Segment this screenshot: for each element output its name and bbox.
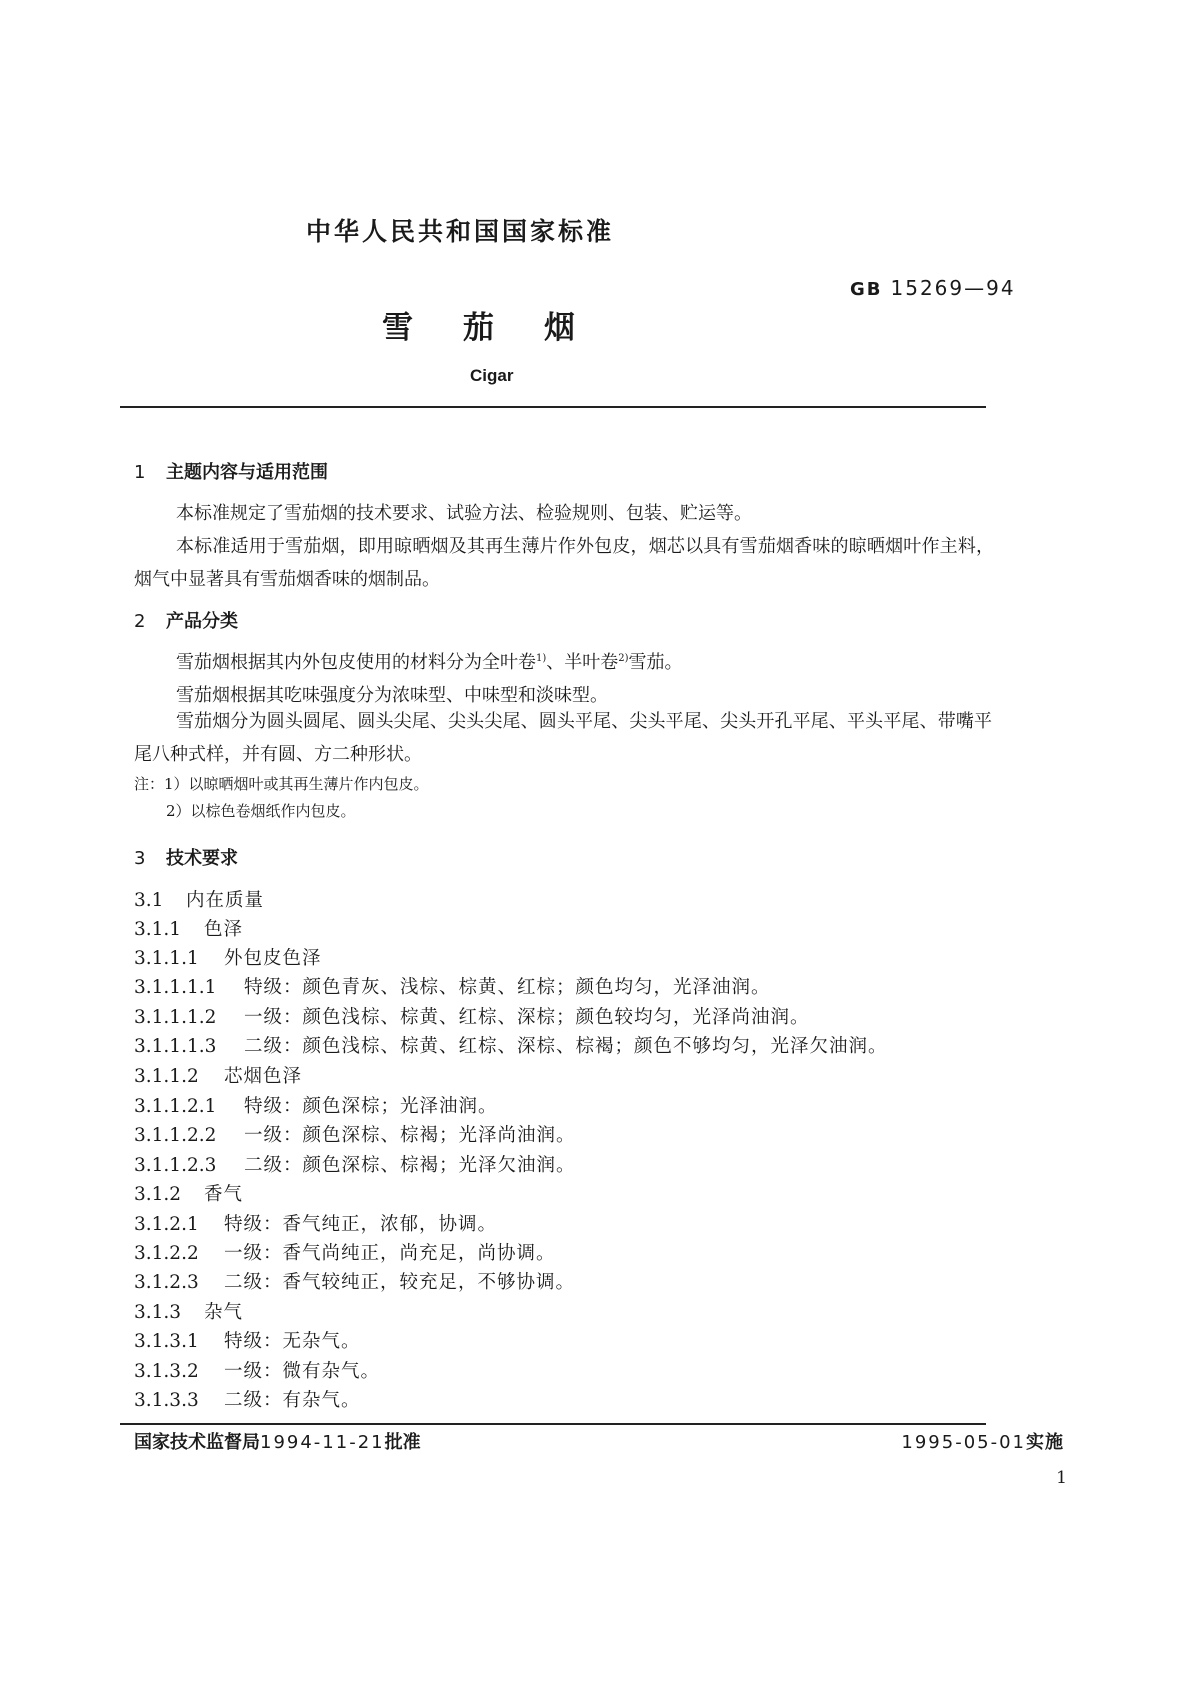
clause-text: 外包皮色泽 (224, 948, 322, 969)
footnote-ref-2: 2) (618, 653, 629, 664)
clause-text: 内在质量 (186, 890, 265, 911)
clause-text: 特级：颜色青灰、浅棕、棕黄、红棕；颜色均匀，光泽油润。 (244, 977, 771, 998)
clause-number: 3.1.3.1 (134, 1331, 199, 1352)
clause-number: 3.1.2.3 (134, 1272, 199, 1293)
footnote-2: 2）以棕色卷烟纸作内包皮。 (166, 802, 356, 820)
section-1-heading (134, 458, 328, 484)
clause-number: 3.1.2.2 (134, 1243, 199, 1264)
section-3-heading (134, 844, 238, 870)
section-2-heading (134, 607, 238, 633)
clause-row (134, 915, 243, 941)
clause-text: 杂气 (204, 1302, 244, 1323)
clause-text: 一级：香气尚纯正，尚充足，尚协调。 (224, 1243, 556, 1264)
clause-row (134, 1239, 556, 1265)
effective-date: 1995-05-01 (901, 1432, 1026, 1453)
clause-text: 芯烟色泽 (224, 1066, 303, 1087)
clause-text: 一级：颜色深棕、棕褐；光泽尚油润。 (244, 1125, 576, 1146)
footnote-ref-1: 1) (536, 653, 547, 664)
section-2-paragraph-3: 雪茄烟分为圆头圆尾、圆头尖尾、尖头尖尾、圆头平尾、尖头平尾、尖头开孔平尾、平头平尾、带嘴平尾八种式样，并有圆、方二种形状。 (134, 711, 992, 765)
clause-row (134, 1298, 243, 1324)
clause-text: 特级：颜色深棕；光泽油润。 (244, 1096, 498, 1117)
clause-text: 二级：颜色浅棕、棕黄、红棕、深棕、棕褐；颜色不够均匀，光泽欠油润。 (244, 1036, 888, 1057)
header-rule (120, 406, 986, 408)
clause-text: 香气 (204, 1184, 244, 1205)
clause-row (134, 1032, 888, 1058)
clause-row (134, 1386, 361, 1412)
national-standard-title: 中华人民共和国国家标准 (306, 217, 615, 246)
footer-rule (120, 1423, 986, 1425)
standard-code: 15269—94 (890, 276, 1016, 300)
footnote-1: 注：1）以晾晒烟叶或其再生薄片作内包皮。 (134, 775, 429, 793)
section-3-number: 3 (134, 848, 146, 869)
clause-text: 二级：颜色深棕、棕褐；光泽欠油润。 (244, 1155, 576, 1176)
clause-row (134, 1062, 302, 1088)
standard-prefix: GB (850, 279, 883, 300)
clause-number: 3.1.1.1.1 (134, 977, 217, 998)
clause-number: 3.1.1.1.2 (134, 1007, 217, 1028)
clause-number: 3.1.2.1 (134, 1214, 199, 1235)
clause-row (134, 1151, 576, 1177)
clause-row (134, 973, 771, 999)
clause-row (134, 1121, 576, 1147)
clause-number: 3.1.1.2.3 (134, 1155, 217, 1176)
clause-row (134, 1357, 380, 1383)
clause-number: 3.1.3.2 (134, 1361, 199, 1382)
section-1-paragraph-1: 本标准规定了雪茄烟的技术要求、试验方法、检验规则、包装、贮运等。 (176, 503, 752, 524)
approval-label: 批准 (384, 1432, 421, 1453)
clause-row (134, 944, 322, 970)
section-2-paragraph-2: 雪茄烟根据其吃味强度分为浓味型、中味型和淡味型。 (176, 685, 608, 706)
classification-text-b: 、半叶卷 (546, 652, 619, 673)
clause-number: 3.1.2 (134, 1184, 182, 1205)
section-2-number: 2 (134, 611, 146, 632)
clause-row (134, 1327, 361, 1353)
page-number: 1 (1056, 1468, 1067, 1488)
clause-number: 3.1.1.1.3 (134, 1036, 217, 1057)
standard-number (850, 276, 1016, 300)
clause-number: 3.1.3.3 (134, 1390, 199, 1411)
clause-number: 3.1.1.2.2 (134, 1125, 217, 1146)
section-1-paragraph-2: 本标准适用于雪茄烟，即用晾晒烟及其再生薄片作外包皮，烟芯以具有雪茄烟香味的晾晒烟叶作主料，烟气中显著具有雪茄烟香味的烟制品。 (134, 536, 994, 590)
clause-row (134, 1003, 810, 1029)
section-2-paragraph-1 (176, 648, 683, 674)
clause-number: 3.1.1.2 (134, 1066, 199, 1087)
clause-number: 3.1 (134, 890, 164, 911)
section-3-title: 技术要求 (166, 848, 238, 869)
clause-text: 特级：香气纯正，浓郁，协调。 (224, 1214, 498, 1235)
approval-org: 国家技术监督局 (134, 1432, 260, 1453)
classification-text-a: 雪茄烟根据其内外包皮使用的材料分为全叶卷 (176, 652, 536, 673)
document-subtitle: Cigar (470, 366, 514, 385)
clause-text: 一级：颜色浅棕、棕黄、红棕、深棕；颜色较均匀，光泽尚油润。 (244, 1007, 810, 1028)
effective-statement (901, 1428, 1064, 1454)
section-1-title: 主题内容与适用范围 (166, 462, 328, 483)
clause-row (134, 1210, 497, 1236)
clause-number: 3.1.3 (134, 1302, 182, 1323)
clause-text: 特级：无杂气。 (224, 1331, 361, 1352)
clause-text: 二级：香气较纯正，较充足，不够协调。 (224, 1272, 576, 1293)
clause-number: 3.1.1 (134, 919, 182, 940)
clause-text: 一级：微有杂气。 (224, 1361, 381, 1382)
clause-text: 色泽 (204, 919, 244, 940)
section-1-number: 1 (134, 462, 146, 483)
classification-text-c: 雪茄。 (628, 652, 683, 673)
approval-date: 1994-11-21 (260, 1432, 385, 1453)
approval-statement (134, 1428, 421, 1454)
document-title: 雪茄烟 (382, 310, 625, 346)
clause-row (134, 886, 264, 912)
clause-number: 3.1.1.1 (134, 948, 199, 969)
clause-row (134, 1268, 575, 1294)
clause-number: 3.1.1.2.1 (134, 1096, 217, 1117)
clause-row (134, 1092, 498, 1118)
clause-row (134, 1180, 243, 1206)
effective-label: 实施 (1026, 1432, 1064, 1453)
clause-text: 二级：有杂气。 (224, 1390, 361, 1411)
section-2-title: 产品分类 (166, 611, 238, 632)
